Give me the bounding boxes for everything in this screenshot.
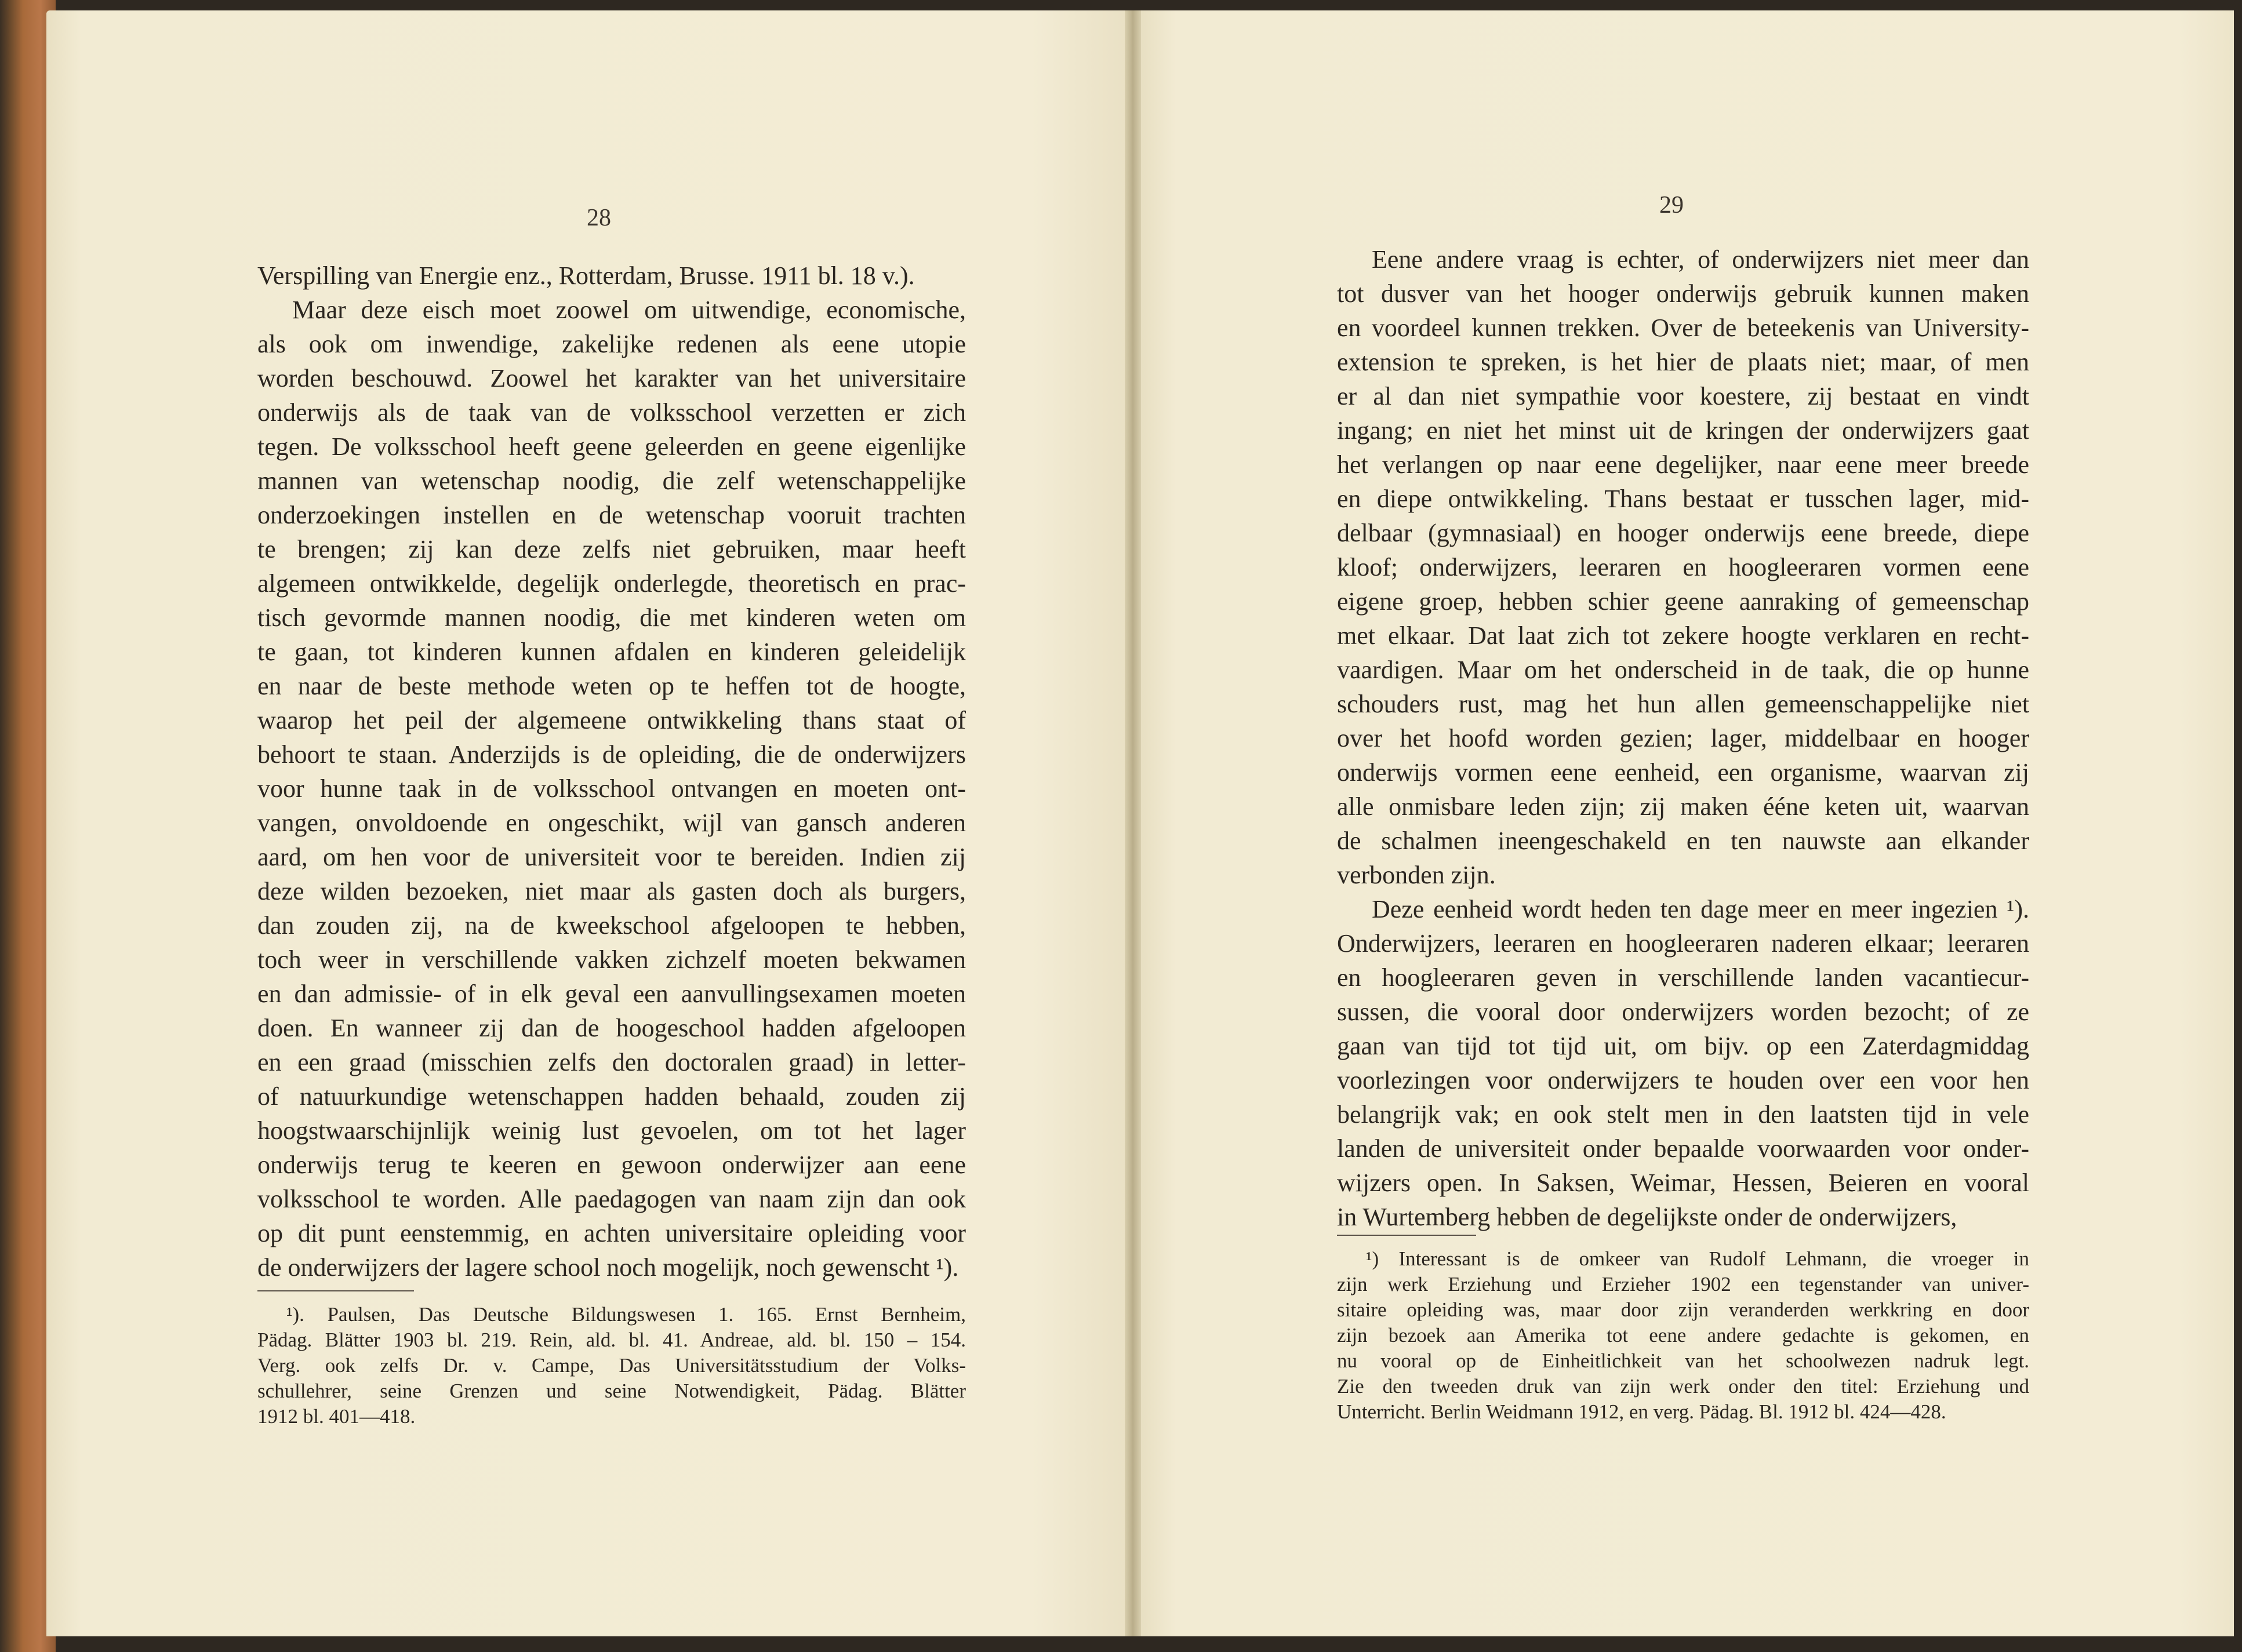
text-line: sussen, die vooral door onderwijzers worden bezocht; of ze bbox=[1337, 998, 2029, 1026]
right-footnote bbox=[1337, 1246, 2029, 1425]
text-line: met elkaar. Dat laat zich tot zekere hoogte verklaren en recht- bbox=[1337, 621, 2029, 650]
text-line: op dit punt eenstemmig, en achten universitaire opleiding voor bbox=[257, 1219, 966, 1247]
footnote-rule-left bbox=[257, 1290, 414, 1291]
text-line: Eene andere vraag is echter, of onderwijzers niet meer dan bbox=[1372, 245, 2029, 274]
text-line: Onderwijzers, leeraren en hoogleeraren naderen elkaar; leeraren bbox=[1337, 929, 2029, 958]
left-footnote bbox=[257, 1302, 966, 1429]
text-line: eigene groep, hebben schier geene aanraking of gemeenschap bbox=[1337, 587, 2029, 616]
footnote-line: Pädag. Blätter 1903 bl. 219. Rein, ald. bl. 41. Andreae, ald. bl. 150 – 154. bbox=[257, 1329, 966, 1351]
text-line: of natuurkundige wetenschappen hadden behaald, zouden zij bbox=[257, 1082, 966, 1111]
text-line: over het hoofd worden gezien; lager, middelbaar en hooger bbox=[1337, 724, 2029, 752]
text-line: doen. En wanneer zij dan de hoogeschool hadden afgeloopen bbox=[257, 1014, 966, 1042]
text-line: het verlangen op naar eene degelijker, naar eene meer breede bbox=[1337, 450, 2029, 479]
text-line: volksschool te worden. Alle paedagogen van naam zijn dan ook bbox=[257, 1185, 966, 1213]
page-number-right: 29 bbox=[1659, 192, 1684, 219]
text-line: onderwijs vormen eene eenheid, een organisme, waarvan zij bbox=[1337, 758, 2029, 787]
text-line: wijzers open. In Saksen, Weimar, Hessen, Beieren en vooral bbox=[1337, 1169, 2029, 1197]
left-body-text bbox=[257, 259, 966, 1285]
text-line: extension te spreken, is het hier de plaats niet; maar, of men bbox=[1337, 348, 2029, 376]
page-number-left: 28 bbox=[587, 205, 611, 231]
text-line: mannen van wetenschap noodig, die zelf wetenschappelijke bbox=[257, 467, 966, 495]
text-line: onderzoekingen instellen en de wetenschap vooruit trachten bbox=[257, 501, 966, 529]
text-line: worden beschouwd. Zoowel het karakter van het universitaire bbox=[257, 364, 966, 392]
footnote-line: Verg. ook zelfs Dr. v. Campe, Das Universitätsstudium der Volks- bbox=[257, 1354, 966, 1377]
text-line: en een graad (misschien zelfs den doctoralen graad) in letter- bbox=[257, 1048, 966, 1076]
text-line: vaardigen. Maar om het onderscheid in de taak, die op hunne bbox=[1337, 656, 2029, 684]
footnote-line: zijn werk Erziehung und Erzieher 1902 een tegenstander van univer- bbox=[1337, 1273, 2029, 1296]
text-line: dan zouden zij, na de kweekschool afgeloopen te hebben, bbox=[257, 911, 966, 940]
text-line: ingang; en niet het minst uit de kringen der onderwijzers gaat bbox=[1337, 416, 2029, 445]
footnote-line: sitaire opleiding was, maar door zijn veranderden werkkring en door bbox=[1337, 1298, 2029, 1321]
footnote-line: Zie den tweeden druk van zijn werk onder den titel: Erziehung und bbox=[1337, 1375, 2029, 1398]
text-line: voor hunne taak in de volksschool ontvangen en moeten ont- bbox=[257, 774, 966, 803]
text-line: hoogstwaarschijnlijk weinig lust gevoelen, om tot het lager bbox=[257, 1116, 966, 1145]
right-body-text bbox=[1337, 242, 2029, 1234]
text-line: toch weer in verschillende vakken zichzelf moeten bekwamen bbox=[257, 945, 966, 974]
text-line: belangrijk vak; en ook stelt men in den laatsten tijd in vele bbox=[1337, 1100, 2029, 1129]
text-line: tisch gevormde mannen noodig, die met kinderen weten om bbox=[257, 603, 966, 632]
text-line: schouders rust, mag het hun allen gemeenschappelijke niet bbox=[1337, 690, 2029, 718]
text-line: in Wurtemberg hebben de degelijkste onder de onderwijzers, bbox=[1337, 1203, 1957, 1231]
footnote-line: zijn bezoek aan Amerika tot eene andere gedachte is gekomen, en bbox=[1337, 1324, 2029, 1347]
text-line: te gaan, tot kinderen kunnen afdalen en kinderen geleidelijk bbox=[257, 638, 966, 666]
text-line: en dan admissie- of in elk geval een aanvullingsexamen moeten bbox=[257, 980, 966, 1008]
footnote-line: ¹). Paulsen, Das Deutsche Bildungswesen 1. 165. Ernst Bernheim, bbox=[286, 1303, 966, 1326]
text-line: te brengen; zij kan deze zelfs niet gebruiken, maar heeft bbox=[257, 535, 966, 563]
text-line: vangen, onvoldoende en ongeschikt, wijl van gansch anderen bbox=[257, 809, 966, 837]
text-line: delbaar (gymnasiaal) en hooger onderwijs eene breede, diepe bbox=[1337, 519, 2029, 547]
text-line: deze wilden bezoeken, niet maar als gasten doch als burgers, bbox=[257, 877, 966, 905]
footnote-line: 1912 bl. 401—418. bbox=[257, 1405, 416, 1428]
text-line: behoort te staan. Anderzijds is de opleiding, die de onderwijzers bbox=[257, 740, 966, 769]
footnote-line: Unterricht. Berlin Weidmann 1912, en verg. Pädag. Bl. 1912 bl. 424—428. bbox=[1337, 1400, 1946, 1423]
text-line: als ook om inwendige, zakelijke redenen als eene utopie bbox=[257, 330, 966, 358]
text-line: tegen. De volksschool heeft geene geleerden en geene eigenlijke bbox=[257, 432, 966, 461]
text-line: alle onmisbare leden zijn; zij maken ééne keten uit, waarvan bbox=[1337, 792, 2029, 821]
text-line: en voordeel kunnen trekken. Over de beteekenis van University- bbox=[1337, 314, 2029, 342]
text-line: en naar de beste methode weten op te heffen tot de hoogte, bbox=[257, 672, 966, 700]
footnote-line: schullehrer, seine Grenzen und seine Notwendigkeit, Pädag. Blätter bbox=[257, 1380, 966, 1402]
text-line: en hoogleeraren geven in verschillende landen vacantiecur- bbox=[1337, 963, 2029, 992]
text-line: tot dusver van het hooger onderwijs gebruik kunnen maken bbox=[1337, 279, 2029, 308]
text-line: aard, om hen voor de universiteit voor te bereiden. Indien zij bbox=[257, 843, 966, 871]
text-line: kloof; onderwijzers, leeraren en hoogleeraren vormen eene bbox=[1337, 553, 2029, 581]
footnote-rule-right bbox=[1337, 1235, 1476, 1236]
text-line: Verspilling van Energie enz., Rotterdam, Brusse. 1911 bl. 18 v.). bbox=[257, 261, 915, 290]
text-line: de schalmen ineengeschakeld en ten nauwste aan elkander bbox=[1337, 827, 2029, 855]
text-line: algemeen ontwikkelde, degelijk onderlegde, theoretisch en prac- bbox=[257, 569, 966, 598]
text-line: gaan van tijd tot tijd uit, om bijv. op een Zaterdagmiddag bbox=[1337, 1032, 2029, 1060]
text-line: Maar deze eisch moet zoowel om uitwendige, economische, bbox=[292, 296, 966, 324]
footnote-line: nu vooral op de Einheitlichkeit van het schoolwezen nadruk legt. bbox=[1337, 1349, 2029, 1372]
footnote-line: ¹) Interessant is de omkeer van Rudolf Lehmann, die vroeger in bbox=[1366, 1247, 2029, 1270]
text-line: de onderwijzers der lagere school noch mogelijk, noch gewenscht ¹). bbox=[257, 1253, 959, 1282]
book-gutter bbox=[1125, 10, 1141, 1636]
text-line: onderwijs als de taak van de volksschool verzetten er zich bbox=[257, 398, 966, 427]
text-line: onderwijs terug te keeren en gewoon onderwijzer aan eene bbox=[257, 1151, 966, 1179]
text-line: landen de universiteit onder bepaalde voorwaarden voor onder- bbox=[1337, 1134, 2029, 1163]
text-line: Deze eenheid wordt heden ten dage meer en meer ingezien ¹). bbox=[1372, 895, 2029, 923]
text-line: voorlezingen voor onderwijzers te houden over een voor hen bbox=[1337, 1066, 2029, 1094]
text-line: waarop het peil der algemeene ontwikkeling thans staat of bbox=[257, 706, 966, 734]
text-line: verbonden zijn. bbox=[1337, 861, 1496, 889]
text-line: en diepe ontwikkeling. Thans bestaat er tusschen lager, mid- bbox=[1337, 485, 2029, 513]
text-line: er al dan niet sympathie voor koestere, zij bestaat en vindt bbox=[1337, 382, 2029, 410]
